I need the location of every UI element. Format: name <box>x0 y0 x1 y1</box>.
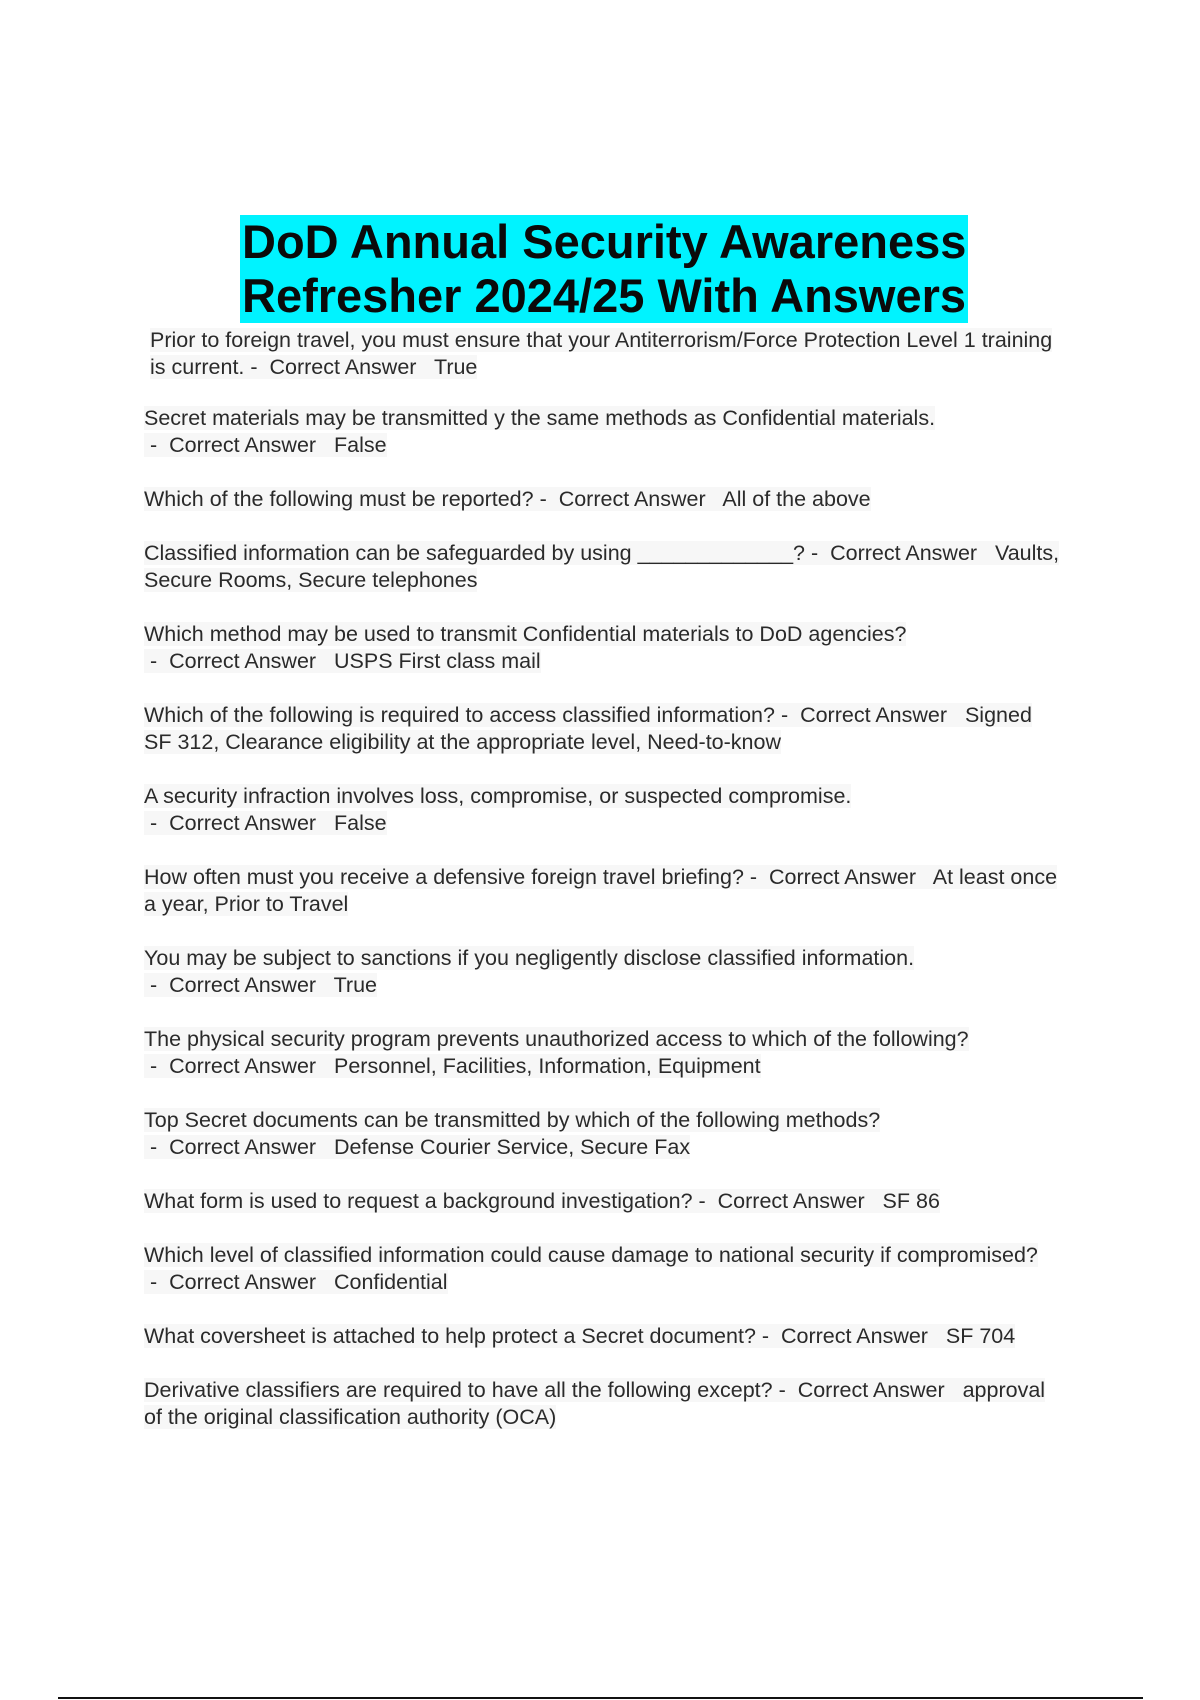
answer-separator: - <box>144 811 170 835</box>
answer-label: Correct Answer <box>169 1054 334 1078</box>
title-line-2: Refresher 2024/25 With Answers <box>242 269 967 322</box>
answer-separator: - <box>144 973 170 997</box>
answer-label: Correct Answer <box>169 1270 334 1294</box>
question-text: Which method may be used to transmit Confidential materials to DoD agencies? <box>144 622 907 646</box>
page-bottom-rule <box>58 1697 1143 1699</box>
answer-label: Correct Answer <box>558 487 723 511</box>
answer-separator: - <box>772 1378 798 1402</box>
answer-separator: - <box>743 865 770 889</box>
answer-text: Confidential <box>333 1270 448 1294</box>
answer-separator: - <box>144 1270 170 1294</box>
answer-label: Correct Answer <box>769 865 933 889</box>
question-text: Classified information can be safeguarded by using _____________? <box>144 541 805 565</box>
answer-text: Defense Courier Service, Secure Fax <box>333 1135 691 1159</box>
question-text: Secret materials may be transmitted y the same methods as Confidential materials. <box>144 406 936 430</box>
qa-item <box>144 1026 1064 1080</box>
answer-separator: - <box>144 649 170 673</box>
qa-item <box>144 1107 1064 1161</box>
question-text: Prior to foreign travel, you must ensure that your Antiterrorism/Force Protection Level 1 training is current. <box>150 328 1053 379</box>
answer-label: Correct Answer <box>169 973 334 997</box>
answer-separator: - <box>692 1189 718 1213</box>
qa-item <box>144 1242 1064 1296</box>
answer-label: Correct Answer <box>169 433 334 457</box>
qa-item <box>144 1188 1064 1215</box>
qa-item <box>144 783 1064 837</box>
answer-label: Correct Answer <box>830 541 995 565</box>
answer-separator: - <box>533 487 559 511</box>
answer-separator: - <box>755 1324 781 1348</box>
answer-label: Correct Answer <box>800 703 965 727</box>
answer-text: At least once a year, Prior to Travel <box>144 865 1058 916</box>
answer-label: Correct Answer <box>781 1324 946 1348</box>
qa-item <box>144 864 1064 918</box>
qa-item <box>144 702 1064 756</box>
question-text: Which level of classified information could cause damage to national security if compromised? <box>144 1243 1038 1267</box>
answer-separator: - <box>144 1054 170 1078</box>
qa-item <box>144 540 1064 594</box>
answer-text: approval of the original classification authority (OCA) <box>144 1378 1046 1429</box>
question-text: Which of the following is required to access classified information? <box>144 703 775 727</box>
question-text: A security infraction involves loss, compromise, or suspected compromise. <box>144 784 852 808</box>
answer-text: True <box>433 355 478 379</box>
answer-label: Correct Answer <box>269 355 434 379</box>
answer-label: Correct Answer <box>169 649 334 673</box>
answer-text: False <box>333 811 387 835</box>
answer-label: Correct Answer <box>717 1189 883 1213</box>
qa-item <box>144 486 1064 513</box>
answer-separator: - <box>244 355 270 379</box>
question-text: Top Secret documents can be transmitted by which of the following methods? <box>144 1108 881 1132</box>
answer-separator: - <box>805 541 831 565</box>
answer-label: Correct Answer <box>797 1378 963 1402</box>
answer-text: Signed SF 312, Clearance eligibility at the appropriate level, Need-to-know <box>144 703 1032 754</box>
answer-text: True <box>333 973 378 997</box>
question-text: Derivative classifiers are required to have all the following except? <box>144 1378 773 1402</box>
answer-label: Correct Answer <box>169 811 334 835</box>
answer-text: Personnel, Facilities, Information, Equipment <box>333 1054 761 1078</box>
answer-separator: - <box>144 433 170 457</box>
question-text: The physical security program prevents unauthorized access to which of the following? <box>144 1027 969 1051</box>
answer-text: Vaults, Secure Rooms, Secure telephones <box>144 541 1060 592</box>
qa-item <box>144 945 1064 999</box>
qa-item <box>144 1323 1064 1350</box>
answer-text: SF 704 <box>945 1324 1016 1348</box>
question-text: What form is used to request a background investigation? <box>144 1189 693 1213</box>
document-title <box>240 215 967 323</box>
question-text: You may be subject to sanctions if you negligently disclose classified information. <box>144 946 915 970</box>
qa-list <box>144 327 1064 1458</box>
qa-item <box>144 405 1064 459</box>
answer-text: False <box>333 433 387 457</box>
answer-text: USPS First class mail <box>333 649 541 673</box>
answer-text: All of the above <box>722 487 871 511</box>
qa-item <box>144 327 1064 381</box>
answer-separator: - <box>144 1135 170 1159</box>
question-text: How often must you receive a defensive foreign travel briefing? <box>144 865 744 889</box>
title-line-1: DoD Annual Security Awareness <box>242 215 967 268</box>
qa-item <box>144 1377 1064 1431</box>
qa-item <box>144 621 1064 675</box>
question-text: Which of the following must be reported? <box>144 487 534 511</box>
answer-separator: - <box>774 703 801 727</box>
question-text: What coversheet is attached to help protect a Secret document? <box>144 1324 756 1348</box>
answer-text: SF 86 <box>882 1189 940 1213</box>
answer-label: Correct Answer <box>169 1135 334 1159</box>
